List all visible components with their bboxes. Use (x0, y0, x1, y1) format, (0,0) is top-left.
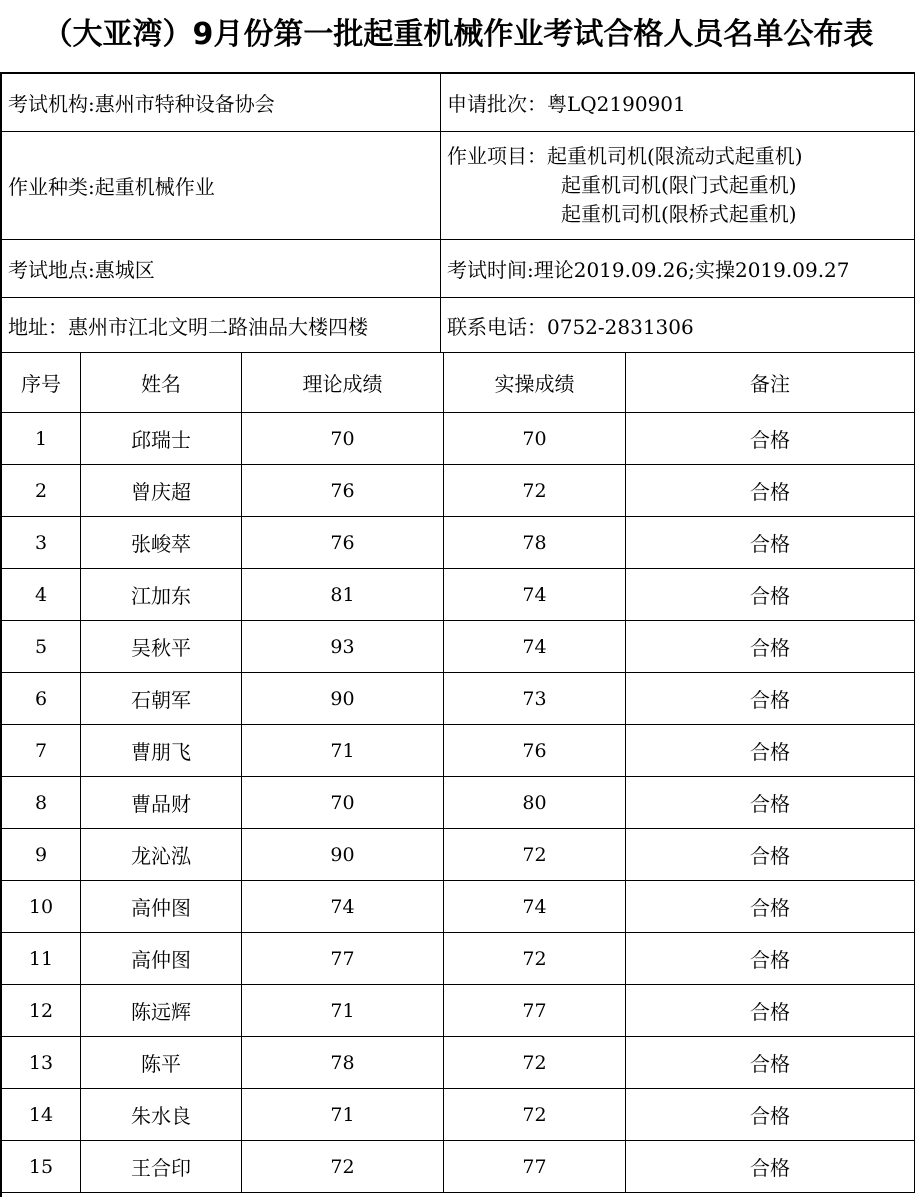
row-index: 10 (2, 881, 81, 932)
row-remark: 合格 (626, 413, 915, 464)
project-item: 起重机司机(限流动式起重机) (547, 144, 803, 168)
row-practical-score: 78 (444, 517, 626, 568)
row-name: 高仲图 (81, 933, 242, 984)
row-theory-score: 72 (242, 1141, 444, 1192)
row-theory-score: 77 (242, 933, 444, 984)
project-item: 起重机司机(限桥式起重机) (561, 202, 797, 226)
row-theory-score: 81 (242, 569, 444, 620)
row-remark: 合格 (626, 569, 915, 620)
row-name: 曹品财 (81, 777, 242, 828)
exam-location: 考试地点:惠城区 (2, 240, 441, 297)
row-practical-score: 77 (444, 985, 626, 1036)
row-practical-score: 72 (444, 933, 626, 984)
row-theory-score: 90 (242, 673, 444, 724)
row-remark: 合格 (626, 881, 915, 932)
contact-phone: 联系电话：0752-2831306 (441, 298, 915, 352)
row-theory-score: 76 (242, 465, 444, 516)
header-theory-score: 理论成绩 (242, 353, 444, 412)
row-theory-score: 71 (242, 1089, 444, 1140)
row-theory-score: 74 (242, 881, 444, 932)
table-row (2, 1037, 915, 1089)
table-row (2, 985, 915, 1037)
row-name: 高仲图 (81, 881, 242, 932)
row-practical-score: 73 (444, 673, 626, 724)
row-practical-score: 76 (444, 725, 626, 776)
row-theory-score: 90 (242, 829, 444, 880)
row-remark: 合格 (626, 465, 915, 516)
row-remark: 合格 (626, 933, 915, 984)
table-row (2, 413, 915, 465)
row-index: 5 (2, 621, 81, 672)
table-header (2, 353, 915, 413)
row-theory-score: 78 (242, 1037, 444, 1088)
row-practical-score: 80 (444, 777, 626, 828)
table-row (2, 933, 915, 985)
row-index: 1 (2, 413, 81, 464)
row-index: 15 (2, 1141, 81, 1192)
row-index: 7 (2, 725, 81, 776)
row-practical-score: 72 (444, 1089, 626, 1140)
exam-org: 考试机构:惠州市特种设备协会 (2, 74, 441, 131)
table-row (2, 829, 915, 881)
row-index: 8 (2, 777, 81, 828)
work-projects (441, 132, 915, 239)
row-practical-score: 77 (444, 1141, 626, 1192)
row-theory-score: 70 (242, 413, 444, 464)
row-remark: 合格 (626, 1037, 915, 1088)
table-row (2, 673, 915, 725)
row-name: 张峻萃 (81, 517, 242, 568)
row-practical-score: 74 (444, 881, 626, 932)
table-row (2, 517, 915, 569)
row-theory-score: 71 (242, 725, 444, 776)
row-name: 王合印 (81, 1141, 242, 1192)
row-index: 3 (2, 517, 81, 568)
row-name: 朱水良 (81, 1089, 242, 1140)
row-name: 龙沁泓 (81, 829, 242, 880)
row-name: 江加东 (81, 569, 242, 620)
row-index: 4 (2, 569, 81, 620)
row-practical-score: 74 (444, 621, 626, 672)
info-row-org (2, 74, 915, 132)
table-row (2, 881, 915, 933)
work-category: 作业种类:起重机械作业 (2, 132, 441, 239)
header-name: 姓名 (81, 353, 242, 412)
row-name: 邱瑞士 (81, 413, 242, 464)
row-remark: 合格 (626, 777, 915, 828)
table-row (2, 1141, 915, 1193)
table-row (2, 621, 915, 673)
row-practical-score: 72 (444, 1037, 626, 1088)
info-row-address (2, 298, 915, 353)
exam-time: 考试时间:理论2019.09.26;实操2019.09.27 (441, 240, 915, 297)
page-title: （大亚湾）9月份第一批起重机械作业考试合格人员名单公布表 (42, 17, 874, 52)
row-name: 吴秋平 (81, 621, 242, 672)
row-remark: 合格 (626, 725, 915, 776)
row-name: 曾庆超 (81, 465, 242, 516)
row-practical-score: 74 (444, 569, 626, 620)
header-remark: 备注 (626, 353, 915, 412)
row-theory-score: 70 (242, 777, 444, 828)
row-index: 9 (2, 829, 81, 880)
table-row (2, 1089, 915, 1141)
row-theory-score: 71 (242, 985, 444, 1036)
table-row (2, 725, 915, 777)
row-remark: 合格 (626, 673, 915, 724)
row-index: 13 (2, 1037, 81, 1088)
row-theory-score: 76 (242, 517, 444, 568)
row-name: 陈平 (81, 1037, 242, 1088)
project-label: 作业项目： (447, 144, 547, 168)
row-index: 2 (2, 465, 81, 516)
row-practical-score: 70 (444, 413, 626, 464)
row-remark: 合格 (626, 621, 915, 672)
row-index: 12 (2, 985, 81, 1036)
project-item: 起重机司机(限门式起重机) (561, 173, 797, 197)
address: 地址：惠州市江北文明二路油品大楼四楼 (2, 298, 441, 352)
header-index: 序号 (2, 353, 81, 412)
table-row (2, 465, 915, 517)
row-remark: 合格 (626, 985, 915, 1036)
row-remark: 合格 (626, 517, 915, 568)
row-practical-score: 72 (444, 829, 626, 880)
info-row-category (2, 132, 915, 240)
table-row (2, 569, 915, 621)
roster-table (0, 72, 915, 1197)
row-remark: 合格 (626, 1089, 915, 1140)
batch-number: 申请批次：粤LQ2190901 (441, 74, 915, 131)
row-remark: 合格 (626, 1141, 915, 1192)
row-theory-score: 93 (242, 621, 444, 672)
row-practical-score: 72 (444, 465, 626, 516)
row-remark: 合格 (626, 829, 915, 880)
table-body (2, 413, 915, 1193)
row-name: 陈远辉 (81, 985, 242, 1036)
info-row-location (2, 240, 915, 298)
row-index: 11 (2, 933, 81, 984)
row-name: 石朝军 (81, 673, 242, 724)
row-index: 14 (2, 1089, 81, 1140)
table-row (2, 777, 915, 829)
row-name: 曹朋飞 (81, 725, 242, 776)
header-practical-score: 实操成绩 (444, 353, 626, 412)
row-index: 6 (2, 673, 81, 724)
